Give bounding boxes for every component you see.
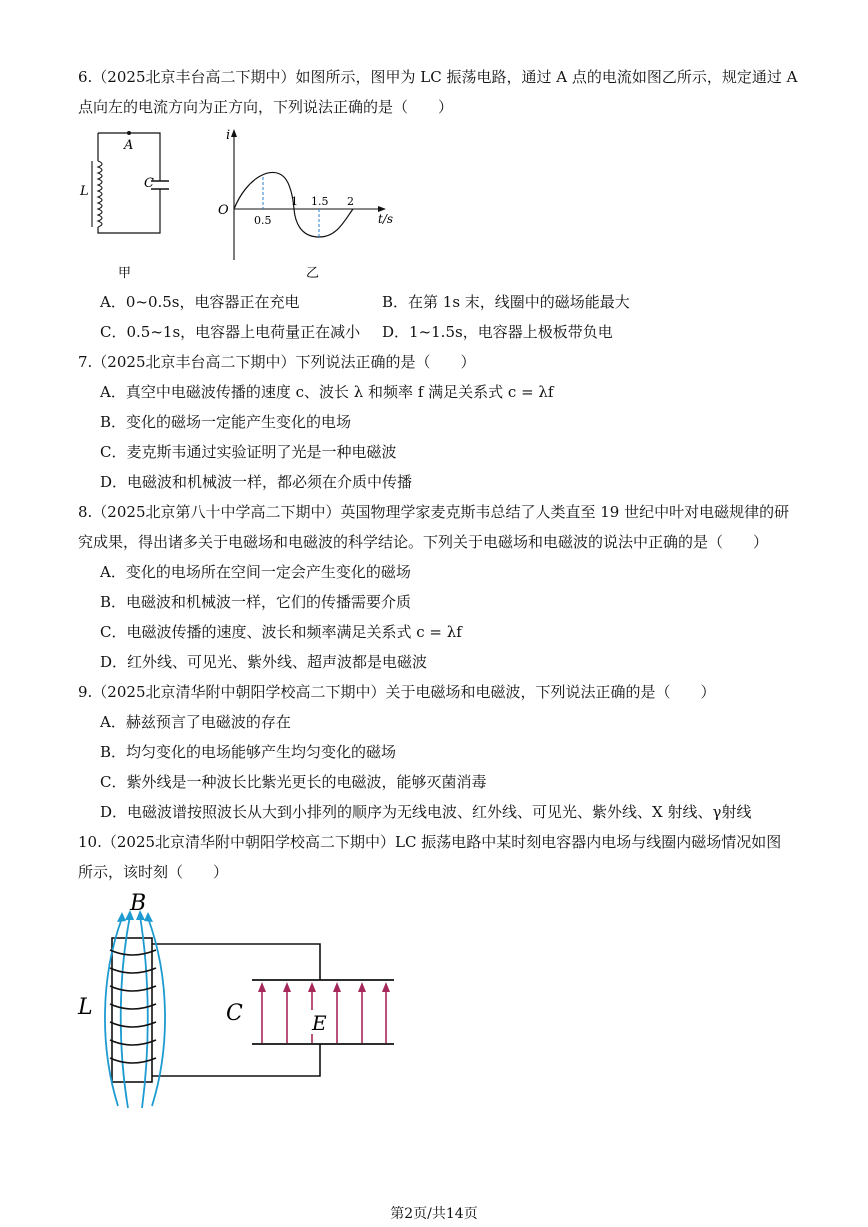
- q6-axis-origin: O: [218, 203, 229, 218]
- q7-option-a: A．真空中电磁波传播的速度 c、波长 λ 和频率 f 满足关系式 c = λf: [100, 383, 554, 401]
- q10-figure-lc-fields: [70, 888, 410, 1113]
- q6-caption-yi: 乙: [306, 266, 320, 281]
- q8-option-b: B．电磁波和机械波一样，它们的传播需要介质: [100, 593, 412, 611]
- q10-label-C: C: [226, 1001, 243, 1026]
- q6-tick-2: 2: [347, 195, 354, 208]
- q9-option-a: A．赫兹预言了电磁波的存在: [100, 713, 291, 731]
- q6-label-C: C: [144, 176, 154, 191]
- q6-option-b: B．在第 1s 末，线圈中的磁场能最大: [382, 293, 630, 311]
- q7-stem: 7.（2025北京丰台高二下期中）下列说法正确的是（ ）: [78, 353, 476, 371]
- q6-option-a: A．0~0.5s，电容器正在充电: [100, 293, 300, 311]
- q10-label-E: E: [312, 1011, 327, 1035]
- q6-axis-i: i: [226, 128, 231, 143]
- q6-axis-t: t/s: [378, 212, 394, 226]
- q7-option-d: D．电磁波和机械波一样，都必须在介质中传播: [100, 473, 413, 491]
- q8-stem-line2: 究成果，得出诸多关于电磁场和电磁波的科学结论。下列关于电磁场和电磁波的说法中正确的是（ ）: [78, 533, 769, 551]
- q8-option-d: D．红外线、可见光、紫外线、超声波都是电磁波: [100, 653, 428, 671]
- q6-figure-current-graph: [212, 125, 402, 285]
- q10-label-L: L: [78, 995, 93, 1020]
- q7-option-b: B．变化的磁场一定能产生变化的电场: [100, 413, 352, 431]
- q9-option-c: C．紫外线是一种波长比紫光更长的电磁波，能够灭菌消毒: [100, 773, 487, 791]
- q6-label-L: L: [80, 184, 89, 199]
- q10-stem-line2: 所示，该时刻（ ）: [78, 863, 229, 881]
- q7-option-c: C．麦克斯韦通过实验证明了光是一种电磁波: [100, 443, 397, 461]
- q10-stem-line1: 10.（2025北京清华附中朝阳学校高二下期中）LC 振荡电路中某时刻电容器内电场与线圈内磁场情况如图: [78, 833, 782, 851]
- q6-option-c: C．0.5~1s，电容器上电荷量正在减小: [100, 323, 361, 341]
- q10-label-B: B: [130, 891, 147, 916]
- q6-tick-1.5: 1.5: [311, 195, 329, 208]
- q6-stem-line1: 6.（2025北京丰台高二下期中）如图所示，图甲为 LC 振荡电路，通过 A 点的电流如图乙所示，规定通过 A: [78, 68, 798, 86]
- page-footer: 第2页/共14页: [390, 1206, 478, 1222]
- q6-tick-1: 1: [291, 195, 298, 208]
- q6-figure-lc-circuit: [78, 125, 188, 285]
- q6-tick-0.5: 0.5: [254, 214, 272, 227]
- q6-label-A: A: [124, 138, 134, 153]
- q8-option-a: A．变化的电场所在空间一定会产生变化的磁场: [100, 563, 411, 581]
- q8-option-c: C．电磁波传播的速度、波长和频率满足关系式 c = λf: [100, 623, 462, 641]
- q9-option-b: B．均匀变化的电场能够产生均匀变化的磁场: [100, 743, 397, 761]
- q6-caption-jia: 甲: [118, 266, 132, 281]
- q9-option-d: D．电磁波谱按照波长从大到小排列的顺序为无线电波、红外线、可见光、紫外线、X 射线、γ射线: [100, 803, 752, 821]
- q6-stem-line2: 点向左的电流方向为正方向，下列说法正确的是（ ）: [78, 98, 454, 116]
- q8-stem-line1: 8.（2025北京第八十中学高二下期中）英国物理学家麦克斯韦总结了人类直至 19 世纪中叶对电磁规律的研: [78, 503, 790, 521]
- q6-option-d: D．1~1.5s，电容器上极板带负电: [382, 323, 613, 341]
- q9-stem: 9.（2025北京清华附中朝阳学校高二下期中）关于电磁场和电磁波，下列说法正确的是（ ）: [78, 683, 716, 701]
